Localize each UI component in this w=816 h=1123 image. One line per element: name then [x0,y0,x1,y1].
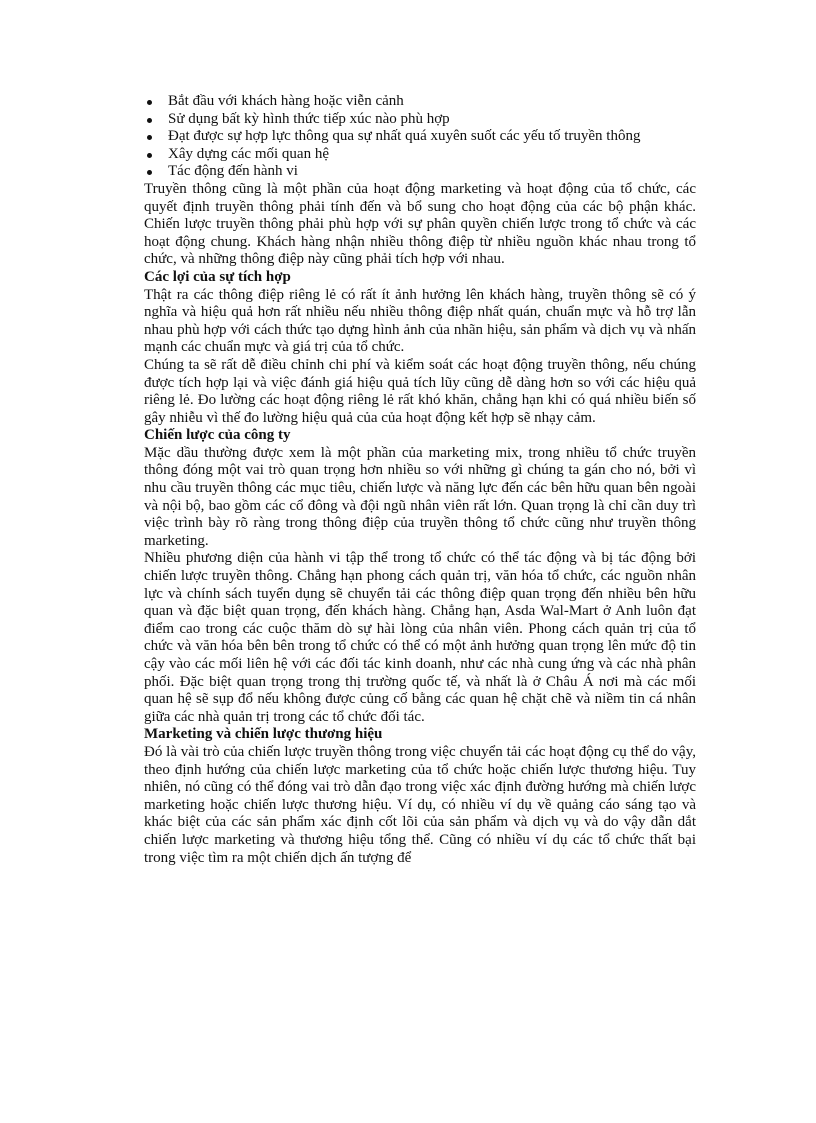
bullet-item [144,93,696,111]
bullet-list [144,93,696,181]
bullet-item [144,146,696,164]
paragraph-corporate-1: Mặc dầu thường được xem là một phần của marketing mix, trong nhiều tổ chức truyền thông đóng một vai trò quan trọng hơn nhiều so với những gì chúng ta gán cho nó, bởi vì nhu cầu truyền thông các mục tiêu, chiến lược và năng lực đến các bên hữu quan bên ngoài và nội bộ, bao gồm các cổ đông và đội ngũ nhân viên rất lớn. Quan trọng là chỉ cần duy trì việc trình bày rõ ràng trong thông điệp của truyền thông tổ chức cũng như truyền thông marketing. [144,444,696,549]
bullet-icon [147,135,152,140]
document-body [144,93,696,867]
bullet-text: Sử dụng bất kỳ hình thức tiếp xúc nào phù hợp [168,110,450,127]
bullet-icon [147,100,152,105]
bullet-icon [147,153,152,158]
paragraph-corporate-2: Nhiều phương diện của hành vi tập thể trong tổ chức có thể tác động và bị tác động bởi chiến lược truyền thông. Chẳng hạn phong cách quản trị, văn hóa tổ chức, các nguồn nhân lực và chính sách tuyển dụng sẽ chuyển tải các thông điệp quan trọng đến nhiều bên hữu quan và đặc biệt quan trọng, đến khách hàng. Chẳng hạn, Asda Wal-Mart ở Anh luôn đạt điểm cao trong các cuộc thăm dò sự hài lòng của nhân viên. Phong cách quản trị của tổ chức và văn hóa bên bên trong tổ chức có thể có một ảnh hưởng quan trọng lên mức độ tin cậy vào các mối liên hệ với các đối tác kinh doanh, như các nhà cung ứng và các nhà phân phối. Đặc biệt quan trọng trong thị trường quốc tế, và nhất là ở Châu Á nơi mà các mối quan hệ sẽ sụp đổ nếu không được củng cố bằng các quan hệ chặt chẽ và niềm tin cá nhân giữa các nhà quản trị trong các tổ chức đối tác. [144,550,696,725]
heading-corporate: Chiến lược của công ty [144,427,291,444]
paragraph-benefits-2: Chúng ta sẽ rất dễ điều chỉnh chi phí và kiểm soát các hoạt động truyền thông, nếu chúng được tích hợp lại và việc đánh giá hiệu quả tích lũy cũng dễ dàng hơn so với các hiệu quả riêng lẻ. Đo lường các hoạt động riêng lẻ rất khó khăn, chẳng hạn khi có quá nhiều biến số gây nhiễu vì thế đo lường hiệu quả của của hoạt động kết hợp sẽ nhạy cảm. [144,356,696,426]
bullet-icon [147,170,152,175]
heading-brand: Marketing và chiến lược thương hiệu [144,726,383,743]
heading-benefits: Các lợi của sự tích hợp [144,268,291,285]
paragraph-benefits-1: Thật ra các thông điệp riêng lẻ có rất ít ảnh hưởng lên khách hàng, truyền thông sẽ có ý nghĩa và hiệu quả hơn rất nhiều nếu nhiều thông điệp nhất quán, chuẩn mực và hỗ trợ lẫn nhau phù hợp với cách thức tạo dựng hình ảnh của nhãn hiệu, sản phẩm và dịch vụ và nhấn mạnh các chuẩn mực và giá trị của tổ chức. [144,286,696,356]
bullet-text: Tác động đến hành vi [168,163,298,180]
bullet-icon [147,118,152,123]
bullet-text: Đạt được sự hợp lực thông qua sự nhất quá xuyên suốt các yếu tố truyền thông [168,128,641,145]
bullet-text: Bắt đầu với khách hàng hoặc viễn cảnh [168,93,404,109]
bullet-item [144,111,696,129]
bullet-item [144,128,696,146]
bullet-item [144,163,696,181]
bullet-text: Xây dựng các mối quan hệ [168,145,329,162]
paragraph-intro: Truyền thông cũng là một phần của hoạt động marketing và hoạt động của tổ chức, các quyết định truyền thông phải tính đến và bổ sung cho hoạt động của các bộ phận khác. Chiến lược truyền thông phải phù hợp với sự phân quyền chiến lược trong tổ chức và các hoạt động chung. Khách hàng nhận nhiều thông điệp từ nhiều nguồn khác nhau trong tổ chức, và những thông điệp này cũng phải tích hợp với nhau. [144,180,696,268]
paragraph-brand-1: Đó là vài trò của chiến lược truyền thông trong việc chuyển tải các hoạt động cụ thể do vậy, theo định hướng của chiến lược marketing của tổ chức hoặc chiến lược thương hiệu. Tuy nhiên, nó cũng có thể đóng vai trò dẫn đạo trong việc xác định đường hướng mà chiến lược marketing hoặc chiến lược thương hiệu. Ví dụ, có nhiều ví dụ về quảng cáo sáng tạo và khác biệt của các sản phẩm xác định cốt lõi của sản phẩm và dịch vụ và do vậy dẫn dắt chiến lược marketing và thương hiệu tổng thể. Cũng có nhiều ví dụ các tổ chức thất bại trong việc tìm ra một chiến dịch ấn tượng để [144,743,696,866]
